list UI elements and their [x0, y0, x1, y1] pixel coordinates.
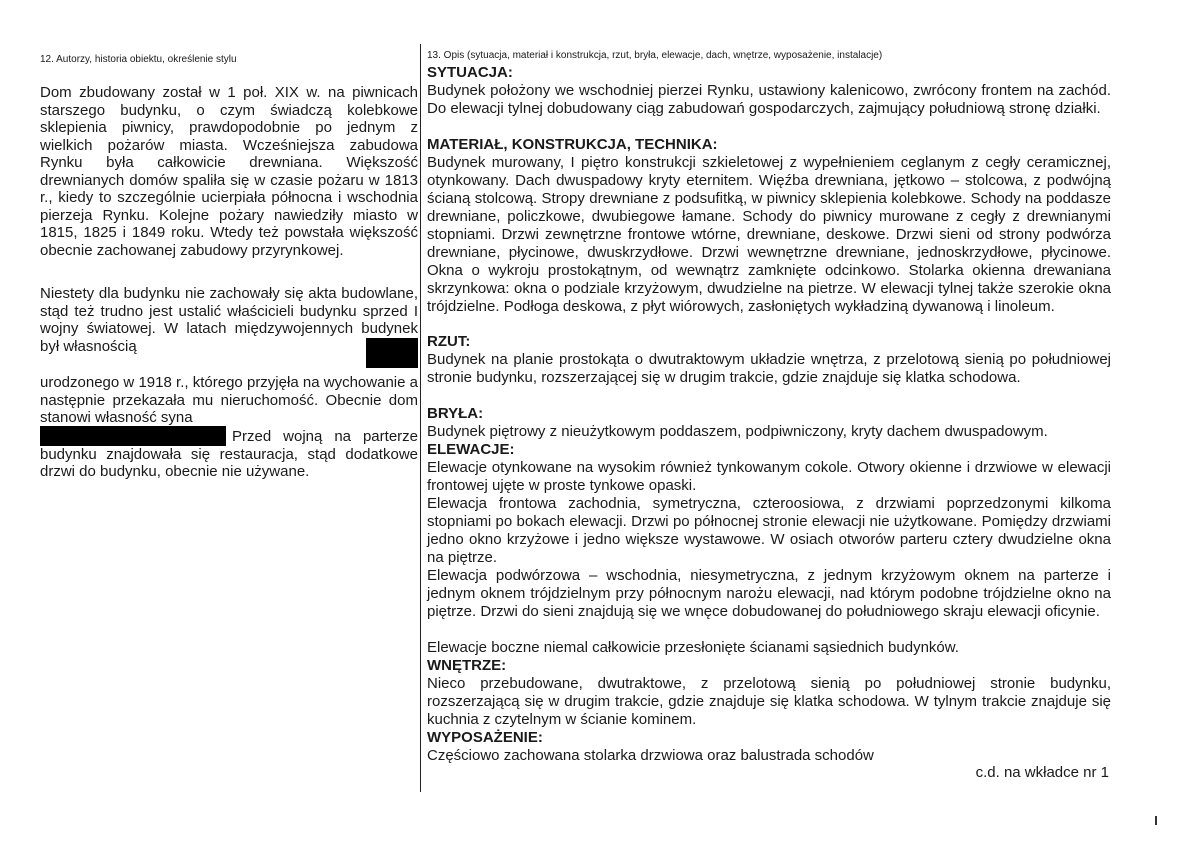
heading-material: MATERIAŁ, KONSTRUKCJA, TECHNIKA: — [427, 136, 718, 153]
history-paragraph-2: Niestety dla budynku nie zachowały się akta budowlane, stąd też trudno jest ustalić właścicieli budynku sprzed I wojny światowej. W latach międzywojennych budynek był własnością — [40, 285, 418, 355]
heading-bryla: BRYŁA: — [427, 405, 484, 422]
paragraph-wyposazenie: Częściowo zachowana stolarka drzwiowa oraz balustrada schodów — [427, 747, 874, 764]
paragraph-wnetrze: Nieco przebudowane, dwutraktowe, z przelotową sienią po południowej stronie budynku, rozszerzającą się w drugim trakcie, gdzie znajduje się klatka schodowa. W tylnym trakcie znajduje się kuchnia z czytelnym w ścianie kominem. — [427, 675, 1111, 728]
scan-mark — [1155, 816, 1157, 825]
history-paragraph-1: Dom zbudowany został w 1 poł. XIX w. na piwnicach starszego budynku, o czym świadczą kolebkowe sklepienia piwnicy, prawdopodobnie po jednym z wielkich pożarów miasta. Wcześniejsza zabudowa Rynku była całkowicie drewniana. Większość drewnianych domów spaliła się w czasie pożaru w 1813 r., kiedy to szczególnie ucierpiała północna i wschodnia pierzeja Rynku. Kolejne pożary nawiedziły miasto w 1815, 1825 i 1849 roku. Wtedy też powstała większość obecnie zachowanej zabudowy przyrynkowej. — [40, 84, 418, 259]
right-column-header: 13. Opis (sytuacja, materiał i konstrukcja, rzut, bryła, elewacje, dach, wnętrze, wyposażenie, instalacje) — [427, 50, 883, 61]
paragraph-elewacje-4: Elewacje boczne niemal całkowicie przesłonięte ścianami sąsiednich budynków. — [427, 639, 959, 656]
continuation-note: c.d. na wkładce nr 1 — [975, 764, 1109, 781]
heading-wnetrze: WNĘTRZE: — [427, 657, 507, 674]
heading-rzut: RZUT: — [427, 333, 471, 350]
paragraph-rzut: Budynek na planie prostokąta o dwutraktowym układzie wnętrza, z przelotową sienią po południowej stronie budynku, rozszerzającej się w drugim trakcie, gdzie znajduje się klatka schodowa. — [427, 351, 1111, 386]
history-paragraph-4: Przed wojną na parterze budynku znajdowała się restauracja, stąd dodatkowe drzwi do budynku, obecnie nie używane. — [40, 428, 418, 480]
paragraph-material: Budynek murowany, I piętro konstrukcji szkieletowej z wypełnieniem ceglanym z cegły ceramicznej, otynkowany. Dach dwuspadowy kryty eternitem. Więźba drewniana, jętkowo – stolcowa, z podwójną ścianą stolcową. Stropy drewniane z podsufitką, w piwnicy sklepienia kolebkowe. Schody na poddasze drewniane, policzkowe, dwubiegowe łamane. Schody do piwnicy murowane z cegły z drewnianymi stopniami. Drzwi zewnętrzne frontowe wtórne, drewniane, deskowe. Drzwi sieni od strony podwórza drewniane, płycinowe, dwuskrzydłowe. Drzwi wewnętrzne drewniane, jednoskrzydłowe, płycinowe. Okna o wykroju prostokątnym, od wewnątrz zamknięte odcinkowo. Stolarka okienna drewaniana skrzynkowa: okna o podziale krzyżowym, dwudzielne na pietrze. W elewacji tylnej także szerokie okna trójdzielne. Podłoga deskowa, z płyt wiórowych, zasłoniętych wykładziną dywanową i linoleum. — [427, 154, 1111, 315]
heading-sytuacja: SYTUACJA: — [427, 64, 513, 81]
left-column-header: 12. Autorzy, historia obiektu, określenie stylu — [40, 54, 237, 65]
paragraph-elewacje-3: Elewacja podwórzowa – wschodnia, niesymetryczna, z jednym krzyżowym oknem na parterze i jednym oknem trójdzielnym przy północnym narożu elewacji, nad którym podobne trójdzielne okno na piętrze. Drzwi do sieni znajdują się we wnęce dobudowanej do południowego skraju elewacji oficynie. — [427, 567, 1111, 620]
paragraph-elewacje-1: Elewacje otynkowane na wysokim również tynkowanym cokole. Otwory okienne i drzwiowe w elewacji frontowej ujęte w proste tynkowe opaski. — [427, 459, 1111, 494]
paragraph-sytuacja: Budynek położony we wschodniej pierzei Rynku, ustawiony kalenicowo, zwrócony frontem na zachód. Do elewacji tylnej dobudowany ciąg zabudowań gospodarczych, zajmujący południową stronę działki. — [427, 82, 1111, 117]
paragraph-bryla: Budynek piętrowy z nieużytkowym poddaszem, podpiwniczony, kryty dachem dwuspadowym. — [427, 423, 1048, 440]
heading-wyposazenie: WYPOSAŻENIE: — [427, 729, 543, 746]
heading-elewacje: ELEWACJE: — [427, 441, 515, 458]
redaction-bar — [366, 338, 418, 368]
column-divider — [420, 44, 421, 792]
history-paragraph-3: urodzonego w 1918 r., którego przyjęła na wychowanie a następnie przekazała mu nieruchomość. Obecnie dom stanowi własność syna — [40, 374, 418, 426]
paragraph-elewacje-2: Elewacja frontowa zachodnia, symetryczna, czteroosiowa, z drzwiami poprzedzonymi kilkoma stopniami po bokach elewacji. Drzwi po północnej stronie elewacji nie użytkowane. Pomiędzy drzwiami jedno okno krzyżowe i jedno większe wystawowe. W osiach otworów parteru cztery dwudzielne okna na piętrze. — [427, 495, 1111, 566]
